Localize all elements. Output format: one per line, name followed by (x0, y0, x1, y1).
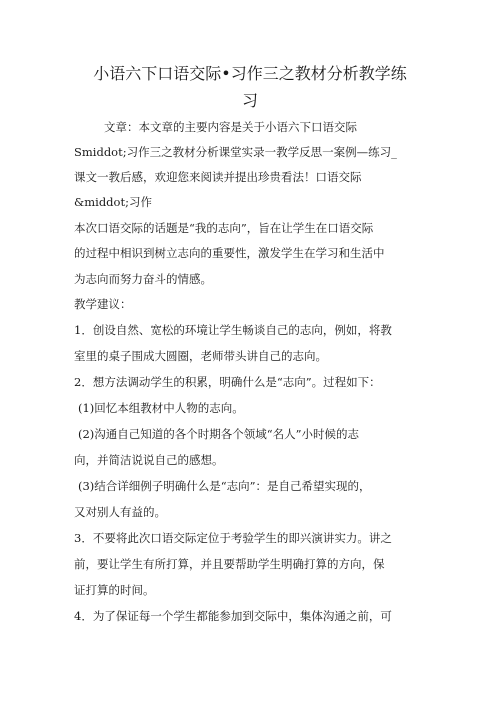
item-3-line-3: 证打算的时间。 (74, 583, 155, 597)
intro-line-4: &middot;习作 (74, 195, 152, 209)
item-2-line-1: 2．想方法调动学生的积累，明确什么是“志向”。过程如下： (74, 375, 381, 389)
section-heading: 教学建议： (74, 297, 132, 311)
item-2-sub-3-line-2: 又对别人有益的。 (74, 505, 166, 519)
body-line-1: 本次口语交际的话题是“我的志向”，旨在让学生在口语交际 (74, 221, 374, 235)
document-title-line-2: 习 (241, 91, 258, 110)
item-3-line-1: 3．不要将此次口语交际定位于考验学生的即兴演讲实力。讲之 (74, 531, 392, 545)
intro-line-3: 课文一教后感，欢迎您来阅读并提出珍贵看法！口语交际 (74, 170, 362, 184)
item-4-line-1: 4．为了保证每一个学生都能参加到交际中，集体沟通之前，可 (74, 609, 392, 623)
item-1-line-2: 室里的桌子围成大圆圈，老师带头讲自己的志向。 (74, 349, 327, 363)
body-line-3: 为志向而努力奋斗的情感。 (74, 272, 212, 286)
body-line-2: 的过程中相识到树立志向的重要性，激发学生在学习和生活中 (74, 246, 385, 260)
intro-line-2: Smiddot;习作三之教材分析课堂实录一教学反思一案例—练习_ (74, 145, 397, 159)
document-title-line-1: 小语六下口语交际•习作三之教材分析教学练 (93, 64, 407, 83)
intro-line-1: 文章：本文章的主要内容是关于小语六下口语交际 (104, 120, 357, 134)
item-2-sub-1: (1)回忆本组教材中人物的志向。 (78, 401, 244, 415)
item-2-sub-2-line-1: (2)沟通自己知道的各个时期各个领域“名人”小时候的志 (78, 427, 360, 441)
item-1-line-1: 1．创设自然、宽松的环境让学生畅谈自己的志向，例如，将教 (74, 323, 392, 337)
item-3-line-2: 前，要让学生有所打算，并且要帮助学生明确打算的方向，保 (74, 557, 385, 571)
item-2-sub-3-line-1: (3)结合详细例子明确什么是“志向”：是自己希望实现的， (78, 479, 371, 493)
item-2-sub-2-line-2: 向，并简洁说说自己的感想。 (74, 453, 224, 467)
